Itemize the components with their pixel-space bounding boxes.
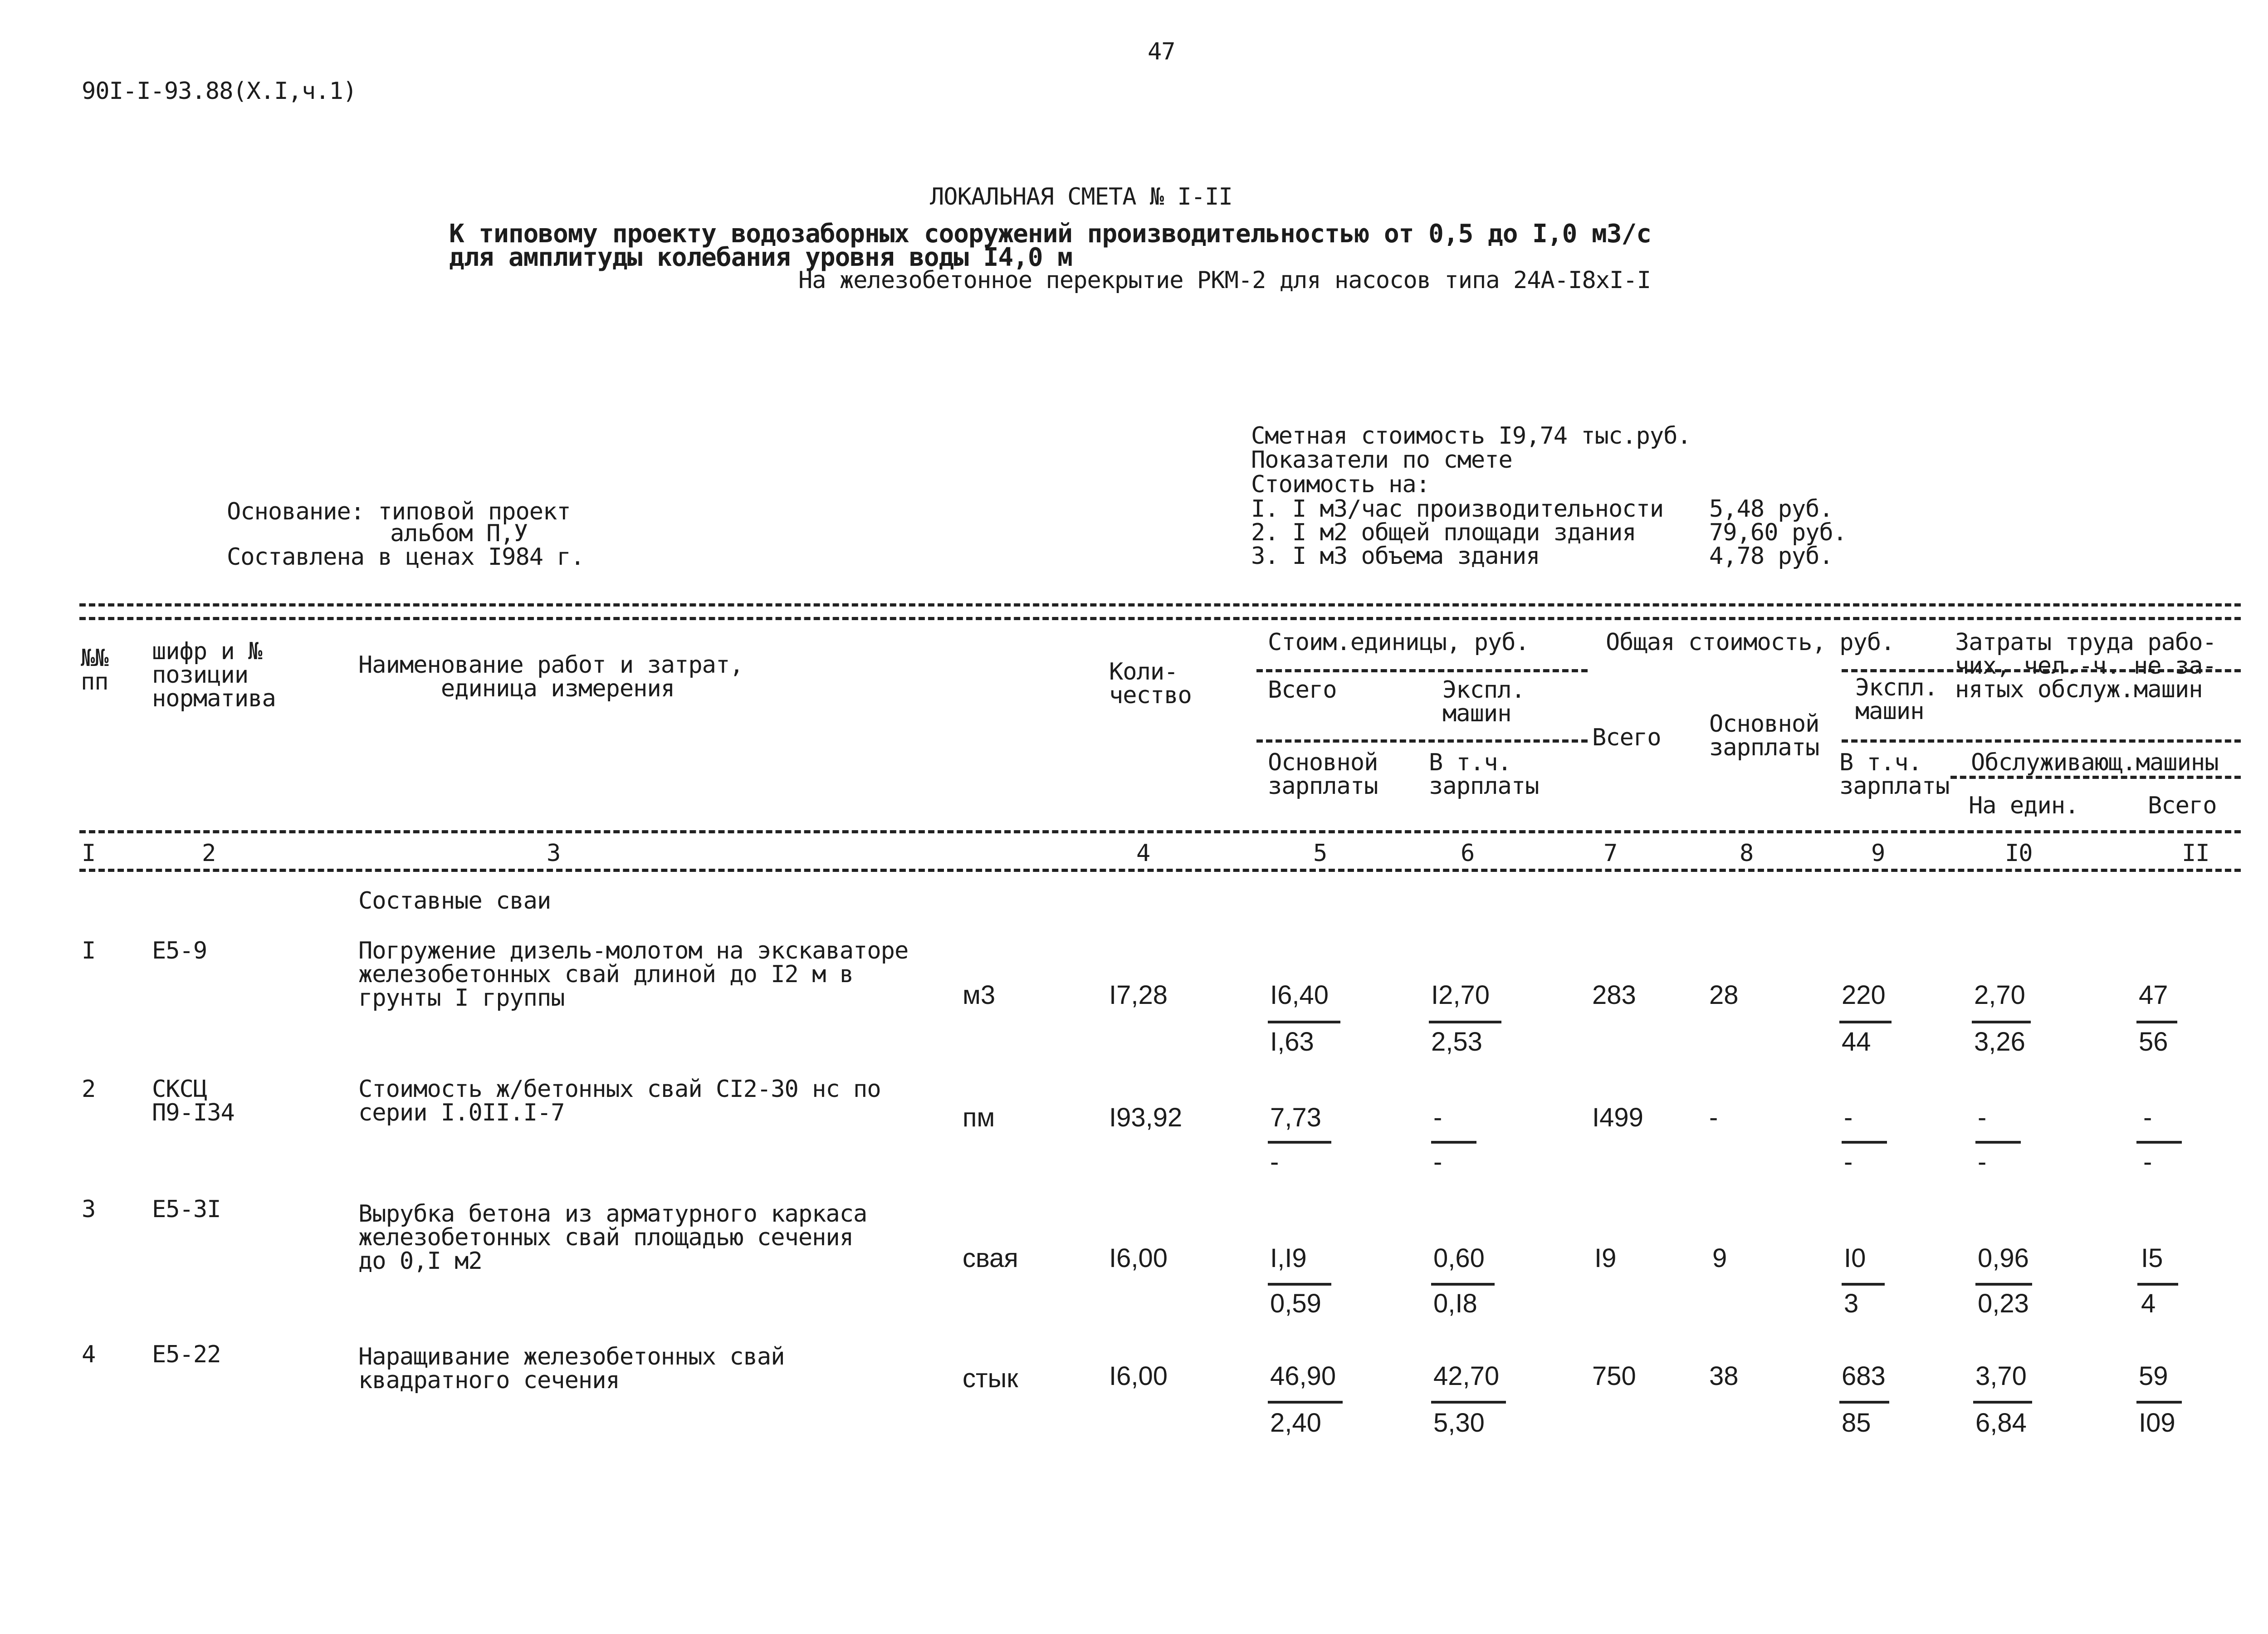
indicator-label: 3. I м3 объема здания — [1251, 543, 1540, 570]
unit-wages: 0,59 — [1270, 1289, 1321, 1318]
row-number: 2 — [82, 1076, 96, 1103]
fraction-line — [1842, 1141, 1887, 1144]
column-number: 5 — [1313, 840, 1327, 867]
basis-line-2: альбом П,У — [390, 520, 528, 547]
total-machines-header: Экспл. машин — [1855, 674, 1938, 725]
col-name-header: Наименование работ и затрат, единица измерения — [358, 651, 743, 702]
row-name: Вырубка бетона из арматурного каркаса железобетонных свай площадью сечения до 0,I м2 — [358, 1200, 867, 1275]
unit-total: 7,73 — [1270, 1103, 1321, 1132]
section-title: Составные сваи — [358, 887, 551, 915]
estimate-title: ЛОКАЛЬНАЯ СМЕТА № I-II — [930, 183, 1232, 210]
fraction-line — [1972, 1021, 2031, 1023]
row-code: Е5-9 — [152, 937, 207, 964]
fraction-line — [2137, 1283, 2178, 1286]
unit-wages: I,63 — [1270, 1027, 1314, 1057]
fraction-line — [1975, 1283, 2032, 1286]
labor-total: I5 — [2141, 1243, 2163, 1273]
row-name: Наращивание железобетонных свай квадратного сечения — [358, 1343, 785, 1394]
total-wages-header: Основной зарплаты — [1709, 710, 1819, 761]
labor-total-machines: I09 — [2139, 1408, 2175, 1438]
labor-total-machines: 56 — [2139, 1027, 2168, 1057]
column-number: 3 — [547, 840, 561, 867]
total-wages: - — [1709, 1103, 1718, 1132]
fraction-line — [2136, 1141, 2182, 1144]
header-rule-top — [79, 603, 2241, 607]
unit-machines-header: Экспл. машин — [1442, 676, 1525, 727]
header-rule-bottom — [79, 830, 2241, 833]
labor-per-unit-header: На един. — [1969, 792, 2079, 819]
total-machines-wages: - — [1844, 1147, 1853, 1177]
title-line-1: К типовому проекту водозаборных сооружений производительностью от 0,5 до I,0 м3/с — [449, 219, 1651, 249]
total-cost: I9 — [1594, 1243, 1617, 1273]
column-number: 7 — [1603, 840, 1618, 867]
row-unit: свая — [963, 1243, 1018, 1273]
row-unit: м3 — [963, 980, 996, 1010]
labor-subrule — [1842, 739, 2241, 743]
unit-total-header: Всего — [1268, 676, 1337, 704]
unit-machines-wages: 0,I8 — [1433, 1289, 1477, 1318]
row-qty: I93,92 — [1109, 1103, 1183, 1132]
total-machines-wages: 85 — [1842, 1408, 1871, 1438]
labor-total: 59 — [2139, 1361, 2168, 1391]
labor-machines-header: Обслуживающ.машины — [1971, 749, 2219, 776]
column-number: 2 — [202, 840, 216, 867]
row-number: I — [82, 937, 96, 964]
total-wages: 38 — [1709, 1361, 1739, 1391]
fraction-line — [1429, 1021, 1501, 1023]
labor-per-unit: 2,70 — [1974, 980, 2025, 1010]
col-code-header: шифр и № позиции норматива — [152, 638, 276, 712]
title-line-2: для амплитуды колебания уровня воды I4,0 м — [449, 243, 1073, 272]
unit-cost-header: Стоим.единицы, руб. — [1268, 629, 1529, 656]
labor-total-machines: 4 — [2141, 1289, 2156, 1318]
column-numbers-rule — [79, 869, 2241, 872]
fraction-line — [1839, 1021, 1892, 1023]
labor-machines-rule — [1950, 776, 2241, 779]
row-qty: I6,00 — [1109, 1361, 1168, 1391]
fraction-line — [1268, 1401, 1343, 1404]
row-code: СКСЦ П9-I34 — [152, 1076, 235, 1126]
column-number: I0 — [2005, 840, 2033, 867]
unit-machines-wages: 5,30 — [1433, 1408, 1485, 1438]
column-number: 6 — [1461, 840, 1475, 867]
column-number: 8 — [1740, 840, 1754, 867]
labor-header: Затраты труда рабо- чих, чел.-ч. не за- нятых обслуж.машин — [1955, 629, 2216, 703]
unit-total: I,I9 — [1270, 1243, 1307, 1273]
total-machines-wages: 44 — [1842, 1027, 1871, 1057]
row-code: Е5-3I — [152, 1196, 221, 1223]
page-number: 47 — [1148, 38, 1175, 65]
unit-cost-subrule — [1256, 739, 1588, 743]
labor-per-unit: - — [1978, 1103, 1987, 1132]
indicator-label: 2. I м2 общей площади здания — [1251, 519, 1636, 546]
total-cost: I499 — [1592, 1103, 1643, 1132]
row-number: 3 — [82, 1196, 96, 1223]
unit-machines: I2,70 — [1431, 980, 1490, 1010]
basis-line-1: Основание: типовой проект — [227, 498, 571, 525]
estimated-cost: Сметная стоимость I9,74 тыс.руб. — [1251, 422, 1691, 450]
row-qty: I6,00 — [1109, 1243, 1168, 1273]
column-number: 4 — [1136, 840, 1150, 867]
fraction-line — [1975, 1141, 2021, 1144]
unit-incl-wages-header: В т.ч. зарплаты — [1429, 749, 1539, 800]
indicator-value: 4,78 руб. — [1709, 543, 1833, 570]
row-number: 4 — [82, 1341, 96, 1368]
total-cost-header: Общая стоимость, руб. — [1606, 629, 1895, 656]
fraction-line — [1268, 1141, 1331, 1144]
row-qty: I7,28 — [1109, 980, 1168, 1010]
labor-total-machines: - — [2143, 1147, 2152, 1177]
unit-total: I6,40 — [1270, 980, 1329, 1010]
indicator-label: I. I м3/час производительности — [1251, 495, 1664, 523]
fraction-line — [1268, 1283, 1331, 1286]
fraction-line — [1431, 1401, 1506, 1404]
unit-total: 46,90 — [1270, 1361, 1336, 1391]
labor-per-unit-machines: - — [1978, 1147, 1987, 1177]
total-cost: 283 — [1592, 980, 1636, 1010]
labor-per-unit-machines: 3,26 — [1974, 1027, 2025, 1057]
indicator-value: 5,48 руб. — [1709, 495, 1833, 523]
total-machines-wages: 3 — [1844, 1289, 1859, 1318]
fraction-line — [1842, 1283, 1885, 1286]
cost-per-heading: Стоимость на: — [1251, 471, 1430, 498]
fraction-line — [1268, 1021, 1340, 1023]
indicators-heading: Показатели по смете — [1251, 446, 1512, 474]
unit-wages: - — [1270, 1147, 1279, 1177]
row-unit: пм — [963, 1103, 995, 1132]
basis-line-3: Составлена в ценах I984 г. — [227, 543, 584, 571]
total-machines: 683 — [1842, 1361, 1886, 1391]
labor-total: - — [2143, 1103, 2152, 1132]
column-number: II — [2182, 840, 2209, 867]
labor-total-header: Всего — [2148, 792, 2217, 819]
unit-machines-wages: 2,53 — [1431, 1027, 1482, 1057]
fraction-line — [1431, 1141, 1476, 1144]
title-line-3: На железобетонное перекрытие РКМ-2 для насосов типа 24А-I8хI-I — [798, 267, 1651, 294]
fraction-line — [2136, 1021, 2177, 1023]
unit-machines-wages: - — [1433, 1147, 1442, 1177]
total-all-header: Всего — [1592, 724, 1661, 751]
total-wages: 28 — [1709, 980, 1739, 1010]
header-rule-top-2 — [79, 617, 2241, 620]
row-name: Стоимость ж/бетонных свай СI2-30 нс по серии I.0II.I-7 — [358, 1076, 881, 1126]
row-unit: стык — [963, 1364, 1018, 1393]
fraction-line — [1839, 1401, 1889, 1404]
total-incl-wages-header: В т.ч. зарплаты — [1839, 749, 1950, 800]
fraction-line — [1973, 1401, 2032, 1404]
labor-per-unit: 0,96 — [1978, 1243, 2029, 1273]
total-machines: I0 — [1844, 1243, 1866, 1273]
total-cost: 750 — [1592, 1361, 1636, 1391]
labor-total: 47 — [2139, 980, 2168, 1010]
unit-machines: - — [1433, 1103, 1442, 1132]
labor-per-unit-machines: 0,23 — [1978, 1289, 2029, 1318]
total-wages: 9 — [1712, 1243, 1727, 1273]
col-qty-header: Коли- чество — [1109, 658, 1192, 709]
col-number-header: №№ пп — [81, 645, 108, 695]
unit-machines: 42,70 — [1433, 1361, 1500, 1391]
unit-machines: 0,60 — [1433, 1243, 1485, 1273]
fraction-line — [2136, 1401, 2182, 1404]
column-number: I — [82, 840, 96, 867]
unit-wages-header: Основной зарплаты — [1268, 749, 1378, 800]
labor-per-unit: 3,70 — [1975, 1361, 2027, 1391]
labor-per-unit-machines: 6,84 — [1975, 1408, 2027, 1438]
fraction-line — [1431, 1283, 1495, 1286]
total-machines: 220 — [1842, 980, 1886, 1010]
row-code: Е5-22 — [152, 1341, 221, 1368]
unit-wages: 2,40 — [1270, 1408, 1321, 1438]
row-name: Погружение дизель-молотом на экскаваторе железобетонных свай длиной до I2 м в грунты I группы — [358, 937, 909, 1012]
unit-cost-rule — [1256, 669, 1588, 672]
indicator-value: 79,60 руб. — [1709, 519, 1847, 546]
total-machines: - — [1844, 1103, 1853, 1132]
document-code: 90I-I-93.88(X.I,ч.1) — [82, 78, 357, 105]
column-number: 9 — [1871, 840, 1885, 867]
